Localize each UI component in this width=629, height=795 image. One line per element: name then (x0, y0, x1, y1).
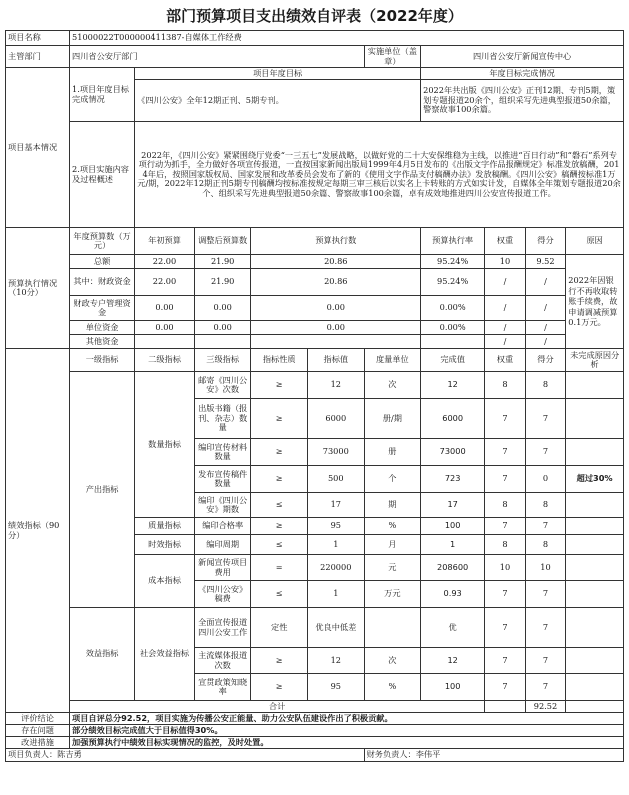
budget-header: 原因 (566, 228, 624, 255)
budget-row (6, 335, 624, 349)
budget-header: 预算执行率 (421, 228, 485, 255)
indicator-name: 宣贯政策知晓率 (194, 674, 251, 701)
indicator-value: 17 (308, 493, 365, 518)
indicator-done: 优 (421, 608, 485, 648)
indicator-unit (364, 608, 421, 648)
budget-adjusted (194, 335, 251, 349)
time-indicator-label: 时效指标 (135, 535, 195, 555)
implementation-label: 2.项目实施内容及过程概述 (70, 122, 135, 228)
indicator-weight: 7 (485, 674, 526, 701)
indicator-row (6, 372, 624, 399)
indicator-unit: 次 (364, 372, 421, 399)
indicator-nature: ≥ (251, 648, 308, 674)
indicator-nature: ≥ (251, 439, 308, 466)
perf-header: 得分 (525, 349, 566, 372)
budget-row-label: 其他资金 (70, 335, 135, 349)
budget-executed (251, 335, 421, 349)
indicator-score: 0 (525, 466, 566, 493)
indicator-name: 编印合格率 (194, 518, 251, 535)
indicator-unit: 册/期 (364, 399, 421, 439)
quantity-indicator-label: 数量指标 (135, 372, 195, 518)
budget-executed: 0.00 (251, 321, 421, 335)
perf-header: 一级指标 (70, 349, 135, 372)
indicator-value: 1 (308, 535, 365, 555)
budget-score: 9.52 (525, 255, 566, 269)
indicator-score: 7 (525, 648, 566, 674)
indicator-done: 723 (421, 466, 485, 493)
budget-weight: / (485, 296, 526, 321)
budget-header: 权重 (485, 228, 526, 255)
indicator-weight: 7 (485, 608, 526, 648)
done-header: 年度目标完成情况 (421, 68, 624, 80)
budget-rate: 0.00% (421, 321, 485, 335)
budget-adjusted: 21.90 (194, 255, 251, 269)
indicator-reason (566, 581, 624, 608)
indicator-nature: ≥ (251, 518, 308, 535)
indicator-unit: 期 (364, 493, 421, 518)
goal-header: 项目年度目标 (135, 68, 421, 80)
budget-header: 预算执行数 (251, 228, 421, 255)
project-lead: 项目负责人：陈吉勇 (6, 749, 365, 762)
indicator-value: 6000 (308, 399, 365, 439)
indicator-nature: ≤ (251, 493, 308, 518)
indicator-name: 出版书籍（报刊、杂志）数量 (194, 399, 251, 439)
perf-header: 二级指标 (135, 349, 195, 372)
perf-header: 指标值 (308, 349, 365, 372)
improve-label: 改进措施 (6, 737, 70, 749)
indicator-value: 500 (308, 466, 365, 493)
budget-weight: / (485, 321, 526, 335)
budget-weight: / (485, 335, 526, 349)
budget-initial: 0.00 (135, 321, 195, 335)
goal-done-text: 2022年共出版《四川公安》正刊12期、专刊5期，策划专题报道20余个，组织采写先进典型报道50余篇，警察故事100余篇。 (421, 80, 624, 122)
budget-rate: 95.24% (421, 255, 485, 269)
goal-completion-label: 1.项目年度目标完成情况 (70, 68, 135, 122)
dept-label: 主管部门 (6, 46, 70, 68)
basic-info-section-label: 项目基本情况 (6, 68, 70, 228)
indicator-name: 《四川公安》稿费 (194, 581, 251, 608)
indicator-unit: 月 (364, 535, 421, 555)
budget-section-label: 预算执行情况（10分） (6, 228, 70, 349)
indicator-done: 1 (421, 535, 485, 555)
indicator-reason (566, 674, 624, 701)
indicator-unit: 次 (364, 648, 421, 674)
annual-goal-text: 《四川公安》全年12期正刊、5期专刊。 (135, 80, 421, 122)
indicator-done: 6000 (421, 399, 485, 439)
indicator-value: 95 (308, 518, 365, 535)
total-score: 92.52 (525, 701, 566, 713)
perf-header: 完成值 (421, 349, 485, 372)
indicator-done: 0.93 (421, 581, 485, 608)
indicator-nature: = (251, 555, 308, 581)
indicator-done: 17 (421, 493, 485, 518)
self-evaluation-table (5, 30, 624, 762)
perf-header: 三级指标 (194, 349, 251, 372)
indicator-reason (566, 555, 624, 581)
unit-value: 四川省公安厅新闻宣传中心 (421, 46, 624, 68)
indicator-row (6, 608, 624, 648)
budget-row (6, 296, 624, 321)
output-indicator-label: 产出指标 (70, 372, 135, 608)
dept-value: 四川省公安厅部门 (70, 46, 365, 68)
budget-initial: 0.00 (135, 296, 195, 321)
implementation-text: 2022年，《四川公安》紧紧围绕厅党委“一三五七”发展战略，以做好党的二十大安保维稳为主线，以推进“百日行动”和“磐石”系列专项行动为抓手，全力做好各项宣传报道，一直按国家新闻出版局1999年4月5日发布的《出版文字作品报酬规定》标准发放稿酬，2014年后，按照国家版权局、国家发展和改革委员会发布了新的《使用文字作品支付稿酬办法》发放稿酬。《四川公安》稿酬按标准1万元/期，2022年12期正刊5期专刊稿酬均按标准按规定每期三审三核后以实名上卡转账的方式如实计发，自媒体全年策划专题报道20余个、组织采写先进典型报道50余篇、警察故事100余篇，卓有成效地推进四川公安宣传报道工作。 (135, 122, 624, 228)
indicator-value: 95 (308, 674, 365, 701)
perf-header: 度量单位 (364, 349, 421, 372)
budget-score: / (525, 269, 566, 296)
budget-header: 得分 (525, 228, 566, 255)
indicator-nature: ≤ (251, 535, 308, 555)
budget-row (6, 321, 624, 335)
budget-rate: 95.24% (421, 269, 485, 296)
budget-row (6, 269, 624, 296)
improve-text: 加强预算执行中绩效目标实现情况的监控，及时处置。 (70, 737, 624, 749)
indicator-reason (566, 493, 624, 518)
budget-score: / (525, 321, 566, 335)
indicator-reason (566, 439, 624, 466)
indicator-weight: 10 (485, 555, 526, 581)
indicator-reason (566, 372, 624, 399)
indicator-value: 73000 (308, 439, 365, 466)
indicator-weight: 7 (485, 518, 526, 535)
indicator-score: 8 (525, 535, 566, 555)
indicator-name: 全面宣传报道四川公安工作 (194, 608, 251, 648)
indicator-reason (566, 648, 624, 674)
indicator-reason (566, 608, 624, 648)
budget-header: 年度预算数（万元） (70, 228, 135, 255)
indicator-value: 12 (308, 372, 365, 399)
budget-row-label: 单位资金 (70, 321, 135, 335)
budget-weight: / (485, 269, 526, 296)
indicator-unit: % (364, 518, 421, 535)
indicator-name: 编印《四川公安》期数 (194, 493, 251, 518)
indicator-name: 新闻宣传项目费用 (194, 555, 251, 581)
budget-score: / (525, 296, 566, 321)
budget-row-label: 总额 (70, 255, 135, 269)
budget-row-label: 其中：财政资金 (70, 269, 135, 296)
eval-conclusion-text: 项目自评总分92.52，项目实施为传播公安正能量、助力公安队伍建设作出了积极贡献。 (70, 713, 624, 725)
quality-indicator-label: 质量指标 (135, 518, 195, 535)
indicator-weight: 8 (485, 372, 526, 399)
indicator-reason: 超过30% (566, 466, 624, 493)
perf-header: 权重 (485, 349, 526, 372)
indicator-reason (566, 535, 624, 555)
indicator-score: 8 (525, 493, 566, 518)
indicator-score: 7 (525, 608, 566, 648)
budget-initial: 22.00 (135, 269, 195, 296)
indicator-unit: % (364, 674, 421, 701)
indicator-weight: 7 (485, 466, 526, 493)
indicator-weight: 8 (485, 535, 526, 555)
indicator-score: 8 (525, 372, 566, 399)
indicator-name: 主流媒体报道次数 (194, 648, 251, 674)
social-indicator-label: 社会效益指标 (135, 608, 195, 701)
indicator-reason (566, 399, 624, 439)
budget-executed: 20.86 (251, 269, 421, 296)
project-name-label: 项目名称 (6, 31, 70, 46)
indicator-score: 7 (525, 674, 566, 701)
total-row (6, 701, 624, 713)
indicator-nature: ≤ (251, 581, 308, 608)
indicator-score: 10 (525, 555, 566, 581)
indicator-unit: 个 (364, 466, 421, 493)
indicator-name: 编印周期 (194, 535, 251, 555)
perf-header: 未完成原因分析 (566, 349, 624, 372)
indicator-weight: 7 (485, 439, 526, 466)
indicator-unit: 元 (364, 555, 421, 581)
indicator-nature: ≥ (251, 372, 308, 399)
indicator-value: 220000 (308, 555, 365, 581)
indicator-score: 7 (525, 399, 566, 439)
budget-executed: 0.00 (251, 296, 421, 321)
indicator-unit: 册 (364, 439, 421, 466)
total-weight-blank (485, 701, 526, 713)
indicator-score: 7 (525, 581, 566, 608)
indicator-weight: 8 (485, 493, 526, 518)
indicator-value: 优良中低差 (308, 608, 365, 648)
budget-row (6, 255, 624, 269)
cost-indicator-label: 成本指标 (135, 555, 195, 608)
indicator-done: 73000 (421, 439, 485, 466)
benefit-indicator-label: 效益指标 (70, 608, 135, 701)
indicator-nature: ≥ (251, 466, 308, 493)
page-title: 部门预算项目支出绩效自评表（2022年度） (166, 7, 463, 25)
budget-rate: 0.00% (421, 296, 485, 321)
budget-weight: 10 (485, 255, 526, 269)
indicator-weight: 7 (485, 581, 526, 608)
budget-header: 调整后预算数 (194, 228, 251, 255)
perf-section-label: 绩效指标（90分） (6, 349, 70, 713)
budget-adjusted: 0.00 (194, 321, 251, 335)
finance-lead: 财务负责人：李伟平 (364, 749, 623, 762)
indicator-name: 发布宣传稿件数量 (194, 466, 251, 493)
project-name-value: 51000022T000000411387-自媒体工作经费 (70, 31, 624, 46)
indicator-weight: 7 (485, 399, 526, 439)
budget-initial: 22.00 (135, 255, 195, 269)
problem-text: 部分绩效目标完成值大于目标值得30%。 (70, 725, 624, 737)
budget-row-label: 财政专户管理资金 (70, 296, 135, 321)
problem-label: 存在问题 (6, 725, 70, 737)
indicator-score: 7 (525, 439, 566, 466)
indicator-name: 邮寄《四川公安》次数 (194, 372, 251, 399)
indicator-unit: 万元 (364, 581, 421, 608)
budget-score: / (525, 335, 566, 349)
budget-executed: 20.86 (251, 255, 421, 269)
budget-rate (421, 335, 485, 349)
indicator-done: 100 (421, 518, 485, 535)
eval-conclusion-label: 评价结论 (6, 713, 70, 725)
perf-header: 指标性质 (251, 349, 308, 372)
indicator-name: 编印宣传材料数量 (194, 439, 251, 466)
indicator-weight: 7 (485, 648, 526, 674)
budget-reason: 2022年因银行不再收取转账手续费，故申请调减预算0.1万元。 (566, 255, 624, 349)
indicator-nature: 定性 (251, 608, 308, 648)
indicator-nature: ≥ (251, 674, 308, 701)
unit-label: 实施单位（盖章） (364, 46, 421, 68)
indicator-done: 12 (421, 372, 485, 399)
total-label: 合计 (70, 701, 485, 713)
indicator-done: 100 (421, 674, 485, 701)
budget-header: 年初预算 (135, 228, 195, 255)
indicator-value: 1 (308, 581, 365, 608)
indicator-reason (566, 518, 624, 535)
total-reason-blank (566, 701, 624, 713)
indicator-value: 12 (308, 648, 365, 674)
budget-adjusted: 0.00 (194, 296, 251, 321)
budget-adjusted: 21.90 (194, 269, 251, 296)
indicator-done: 12 (421, 648, 485, 674)
budget-initial (135, 335, 195, 349)
indicator-score: 7 (525, 518, 566, 535)
indicator-nature: ≥ (251, 399, 308, 439)
indicator-done: 208600 (421, 555, 485, 581)
